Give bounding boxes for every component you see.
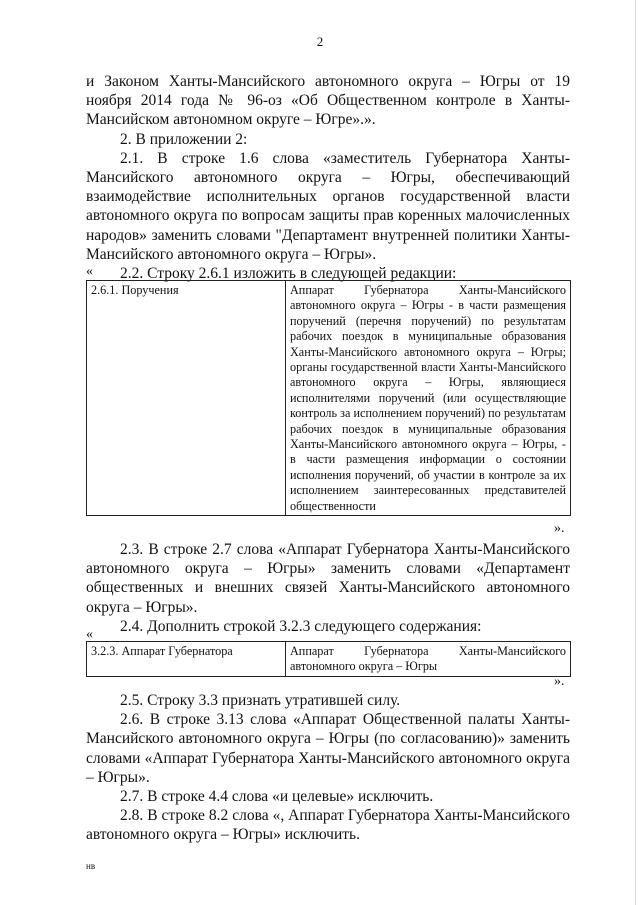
table-row-2-6-1	[86, 280, 571, 516]
table-row-3-2-3	[86, 641, 571, 677]
paragraph-2-1: 2.1. В строке 1.6 слова «заместитель Губернатора Ханты-Мансийского автономного округа – Югры, обеспечивающий взаимодействие исполнительных органов государственной власти автономного округа по вопросам защиты прав коренных малочисленных народов» заменить словами "Департамент внутренней политики Ханты-Мансийского автономного округа – Югры».	[86, 149, 570, 263]
quote-open-1: «	[86, 264, 93, 279]
paragraph-2-8: 2.8. В строке 8.2 слова «, Аппарат Губернатора Ханты-Мансийского автономного округа – Югры» исключить.	[86, 807, 570, 844]
footer-initials: нв	[86, 861, 96, 871]
page-number: 2	[316, 34, 324, 49]
paragraph-2-6: 2.6. В строке 3.13 слова «Аппарат Общественной палаты Ханты-Мансийского автономного округа – Югры (по согласованию)» заменить словами «Аппарат Губернатора Ханты-Мансийского автономного округа – Югры».	[86, 711, 570, 786]
text-block-bottom	[86, 691, 570, 845]
paragraph-law-ref: и Законом Ханты-Мансийского автономного округа – Югры от 19 ноября 2014 года № 96-оз «Об Общественном контроле в Ханты-Мансийском автономном округе – Югре».».	[86, 73, 570, 129]
text-block-mid	[86, 540, 570, 636]
paragraph-2-5: 2.5. Строку 3.3 признать утратившей силу.	[120, 692, 401, 709]
quote-open-2: «	[86, 627, 93, 642]
page-edge-line	[635, 0, 636, 905]
paragraph-2: 2. В приложении 2:	[120, 130, 248, 148]
table2-cell-code: 3.2.3. Аппарат Губернатора	[87, 642, 286, 677]
table2-cell-executor: Аппарат Губернатора Ханты-Мансийского автономного округа – Югры	[286, 642, 571, 677]
paragraph-2-2: 2.2. Строку 2.6.1 изложить в следующей редакции:	[120, 265, 457, 283]
paragraph-2-4: 2.4. Дополнить строкой 3.2.3 следующего содержания:	[120, 617, 482, 635]
quote-close-2: ».	[554, 674, 565, 689]
table1-cell-executors: Аппарат Губернатора Ханты-Мансийского автономного округа – Югры - в части размещения поручений (перечня поручений) по результатам рабочих поездок в муниципальные образования Ханты-Мансийского автономного округа – Югры; органы государственной власти Ханты-Мансийского автономного округа – Югры, являющиеся исполнителями поручений (или осуществляющие контроль за исполнением поручений) по результатам рабочих поездок в муниципальные образования Ханты-Мансийского автономного округа – Югры, - в части размещения информации о состоянии исполнения поручений, об участии в контроле за их исполнением заинтересованных представителей общественности	[286, 281, 571, 516]
quote-close-1: ».	[554, 521, 565, 536]
paragraph-2-3: 2.3. В строке 2.7 слова «Аппарат Губернатора Ханты-Мансийского автономного округа – Югры» заменить словами «Департамент общественных и внешних связей Ханты-Мансийского автономного округа – Югры».	[86, 541, 570, 616]
table1-cell-code: 2.6.1. Поручения	[87, 281, 286, 516]
paragraph-2-7: 2.7. В строке 4.4 слова «и целевые» исключить.	[120, 788, 434, 806]
text-block-top	[86, 72, 570, 283]
